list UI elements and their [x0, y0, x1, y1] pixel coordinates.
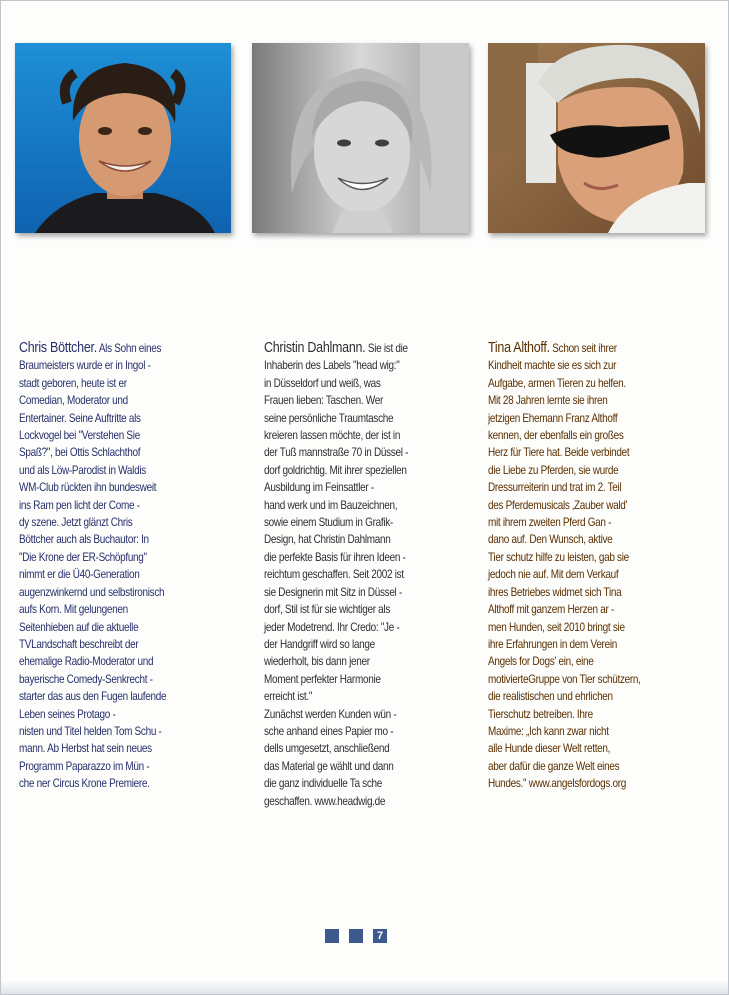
bio-text-line: jedoch nie auf. Mit dem Verkauf [488, 568, 619, 582]
bio-text-line: Sie ist die [367, 342, 408, 355]
bio-text-line: reichtum geschaffen. Seit 2002 ist [264, 568, 404, 582]
bio-text-line: Dressurreiterin und trat im 2. Teil [488, 481, 622, 495]
bio-text-line: erreicht ist." [264, 690, 313, 704]
bio-text-line: Als Sohn eines [98, 342, 162, 355]
bio-text-line: jeder Modetrend. Ihr Credo: "Je - [264, 620, 400, 634]
bio-column-christin-dahlmann [264, 340, 441, 810]
bio-text-line: Programm Paparazzo im Mün - [19, 759, 150, 773]
bio-text-line: alle Hunde dieser Welt retten, [488, 742, 611, 756]
bio-text-line: jetzigen Ehemann Franz Althoff [488, 411, 618, 425]
bio-text-line: Frauen lieben: Taschen. Wer [264, 394, 383, 408]
bio-column-tina-althoff [488, 340, 665, 793]
bio-text-line: die perfekte Basis für ihren Ideen - [264, 550, 406, 564]
bio-text-line: sie Designerin mit Sitz in Düssel - [264, 585, 402, 599]
bio-first-line [264, 340, 441, 357]
bio-text-line: dy szene. Jetzt glänzt Chris [19, 516, 133, 530]
bio-text-line: Spaß?", bei Ottis Schlachthof [19, 446, 141, 460]
bio-text-line: Inhaberin des Labels "head wig:" [264, 359, 400, 373]
bio-text-line: dorf goldrichtig. Mit ihrer speziellen [264, 463, 407, 477]
bio-text-line: Tier schutz hilfe zu leisten, gab sie [488, 550, 629, 564]
bio-text-line: bayerische Comedy-Senkrecht - [19, 672, 153, 686]
bio-text-line: Entertainer. Seine Auftritte als [19, 411, 141, 425]
bio-first-line [19, 340, 196, 357]
bio-text-line: Leben seines Protago - [19, 707, 116, 721]
bio-text-line: dorf, Stil ist für sie wichtiger als [264, 603, 391, 617]
bio-text-line: Althoff mit ganzem Herzen ar - [488, 603, 615, 617]
bio-text-line: und als Löw-Parodist in Waldis [19, 463, 146, 477]
photo-christin-dahlmann [252, 43, 469, 233]
bio-text-line: sche anhand eines Papier mo - [264, 724, 394, 738]
bio-name: Christin Dahlmann. [264, 340, 366, 356]
bio-text-line: Comedian, Moderator und [19, 394, 128, 408]
bio-text-line: der Handgriff wird so lange [264, 637, 375, 651]
bio-text-line: Kindheit machte sie es sich zur [488, 359, 617, 373]
bio-text-line: die realistischen und ehrlichen [488, 690, 613, 704]
bio-text-line: Tierschutz betreiben. Ihre [488, 707, 593, 721]
bio-name: Tina Althoff. [488, 340, 550, 356]
bio-text-line: nisten und Titel helden Tom Schu - [19, 724, 162, 738]
bio-text-line: dano auf. Den Wunsch, aktive [488, 533, 613, 547]
photo-tina-althoff [488, 43, 705, 233]
bio-text-line: das Material ge wählt und dann [264, 759, 394, 773]
bio-text-line: Hundes." www.angelsfordogs.org [488, 777, 627, 791]
footer-square-icon [349, 929, 363, 943]
bio-text-line: Ausbildung im Feinsattler - [264, 481, 374, 495]
bio-text-line: ins Ram pen licht der Come - [19, 498, 140, 512]
bio-text-line: TVLandschaft beschreibt der [19, 637, 139, 651]
bio-text-line: mann. Ab Herbst hat sein neues [19, 742, 152, 756]
photo-chris-boettcher [15, 43, 231, 233]
bio-text-line: Moment perfekter Harmonie [264, 672, 381, 686]
bio-name: Chris Böttcher. [19, 340, 97, 356]
bio-text-line: Design, hat Christin Dahlmann [264, 533, 391, 547]
bio-text-line: des Pferdemusicals ‚Zauber wald' [488, 498, 628, 512]
bio-text-line: Lockvogel bei "Verstehen Sie [19, 429, 140, 443]
bio-text-line: motivierteGruppe von Tier schützern, [488, 672, 641, 686]
bio-text-line: seine persönliche Traumtasche [264, 411, 394, 425]
bio-text-line: Herz für Tiere hat. Beide verbindet [488, 446, 630, 460]
bio-text-line: sowie einem Studium in Grafik- [264, 516, 393, 530]
bio-text-line: hand werk und im Bauzeichnen, [264, 498, 398, 512]
bio-text-line: Angels for Dogs' ein, eine [488, 655, 594, 669]
bio-text-line: der Tuß mannstraße 70 in Düssel - [264, 446, 409, 460]
footer-square-icon [325, 929, 339, 943]
bio-text-line: aufs Korn. Mit gelungenen [19, 603, 128, 617]
bio-text-line: Aufgabe, armen Tieren zu helfen. [488, 376, 626, 390]
bio-text-line: Braumeisters wurde er in Ingol - [19, 359, 151, 373]
bio-text-line: nimmt er die Ü40-Generation [19, 568, 140, 582]
bio-text-line: ehemalige Radio-Moderator und [19, 655, 154, 669]
bio-text-line: kreieren lassen möchte, der ist in [264, 429, 401, 443]
bio-text-line: ihre Erfahrungen in dem Verein [488, 637, 617, 651]
bio-text-line: wiederholt, bis dann jener [264, 655, 370, 669]
bio-text-line: Böttcher auch als Buchautor: In [19, 533, 149, 547]
bio-text-line: Seitenhieben auf die aktuelle [19, 620, 139, 634]
bio-text-line: die Liebe zu Pferden, sie wurde [488, 463, 619, 477]
bio-text-line: "Die Krone der ER-Schöpfung" [19, 550, 147, 564]
bio-text-line: ihres Betriebes widmet sich Tina [488, 585, 622, 599]
bio-text-line: starter das aus den Fugen laufende [19, 690, 167, 704]
bio-text-line: Mit 28 Jahren lernte sie ihren [488, 394, 608, 408]
bio-text-line: die ganz individuelle Ta sche [264, 777, 383, 791]
bio-text-line: men Hunden, seit 2010 bringt sie [488, 620, 625, 634]
bio-text-line: che ner Circus Krone Premiere. [19, 777, 150, 791]
bio-text-line: WM-Club rückten ihn bundesweit [19, 481, 157, 495]
bio-text-line: dells umgesetzt, anschließend [264, 742, 390, 756]
bio-text-line: Maxime: „Ich kann zwar nicht [488, 724, 609, 738]
bio-text-line: Zunächst werden Kunden wün - [264, 707, 397, 721]
page-number: 7 [373, 929, 387, 943]
bio-text-line: Schon seit ihrer [552, 342, 617, 355]
bio-text-line: geschaffen. www.headwig.de [264, 794, 386, 808]
bio-text-line: augenzwinkernd und selbstironisch [19, 585, 165, 599]
page-footer [325, 929, 387, 943]
bio-text-line: aber dafür die ganze Welt eines [488, 759, 620, 773]
bio-text-line: in Düsseldorf und weiß, was [264, 376, 381, 390]
bio-text-line: mit ihrem zweiten Pferd Gan - [488, 516, 612, 530]
bio-first-line [488, 340, 665, 357]
bio-text-line: kennen, der ebenfalls ein großes [488, 429, 624, 443]
bio-column-chris-boettcher [19, 340, 196, 793]
bio-text-line: stadt geboren, heute ist er [19, 376, 127, 390]
